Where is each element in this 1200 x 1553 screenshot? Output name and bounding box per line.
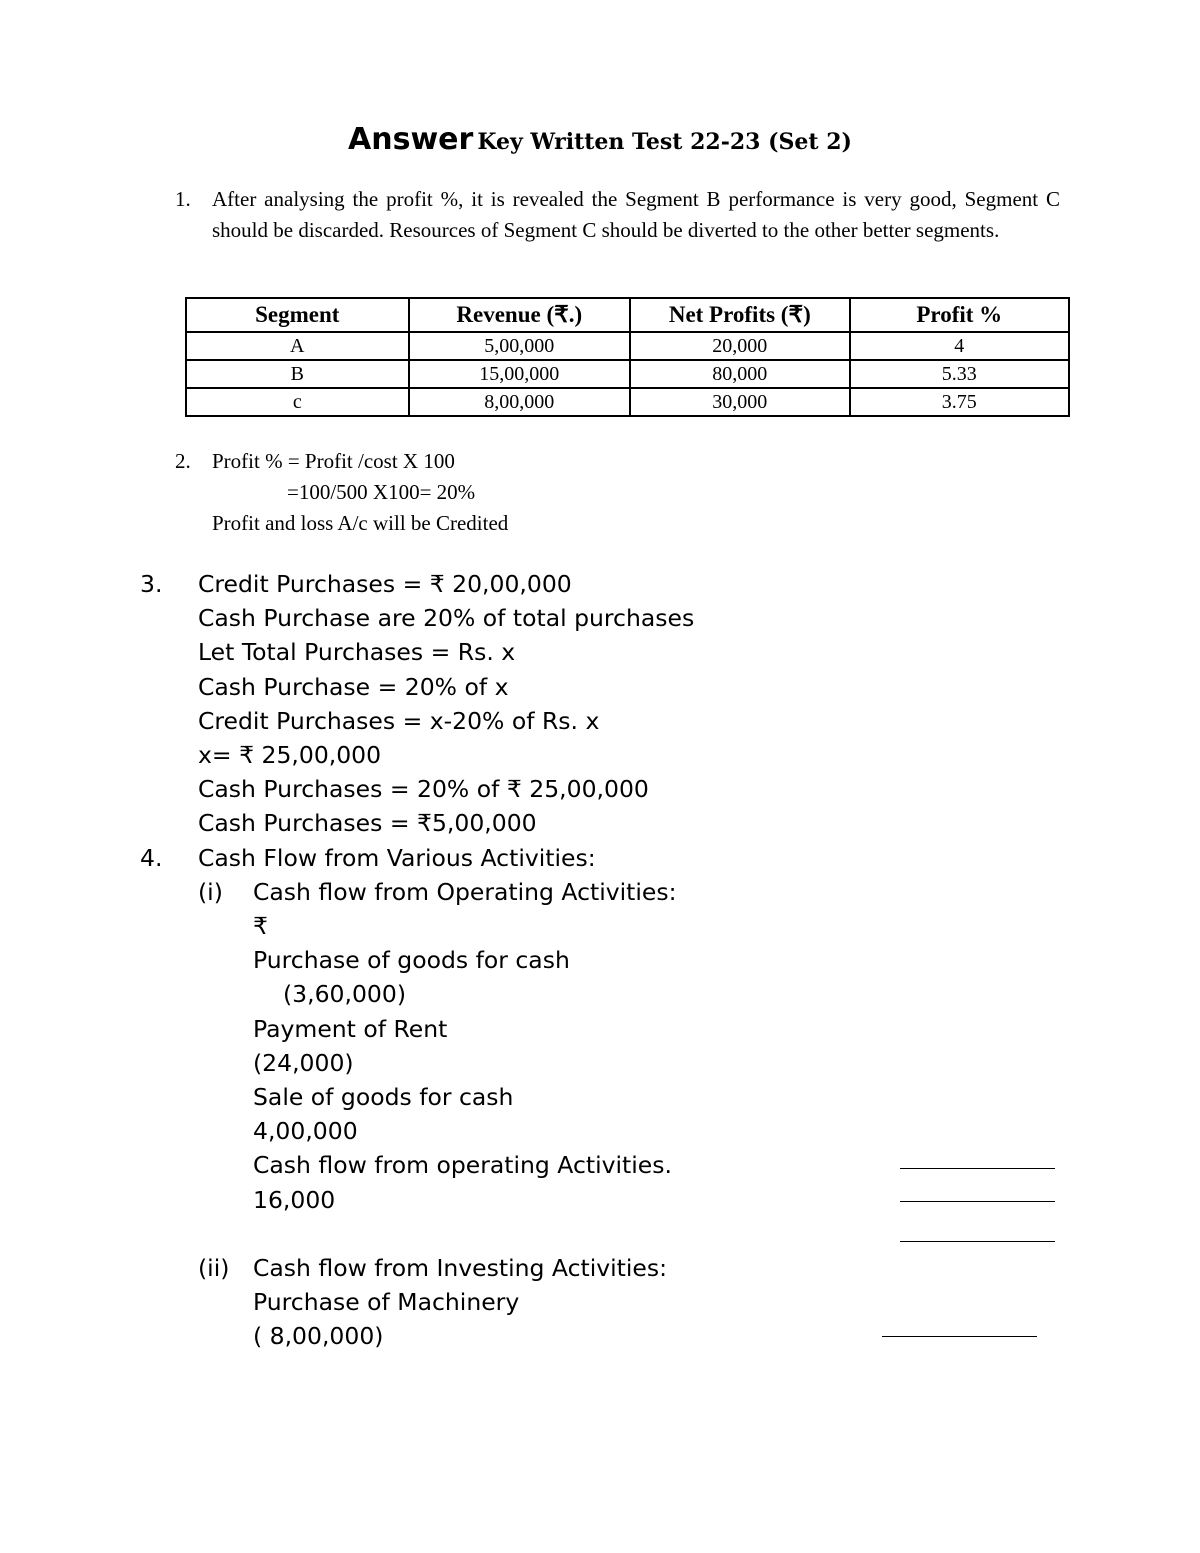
table-cell: 8,00,000 [409,388,631,416]
document-title [0,122,1200,157]
investing-item-value: ( 8,00,000) [253,1322,384,1351]
question-4 [140,841,694,1354]
table-cell: A [186,332,409,360]
question-3-line: Cash Purchases = ₹5,00,000 [198,809,537,838]
investing-item-label: Purchase of Machinery [253,1288,520,1317]
question-2-line: Profit and loss A/c will be Credited [212,511,509,535]
question-3-line: x= ₹ 25,00,000 [198,741,382,770]
operating-item-label: Payment of Rent [253,1014,448,1043]
question-4-number: 4. [140,843,163,872]
section-ii-heading-row [198,1251,694,1285]
table-header-cell: Revenue (₹.) [409,298,631,332]
question-4-heading: Cash Flow from Various Activities: [198,843,596,872]
table-cell: 4 [850,332,1069,360]
table-row [186,388,1069,416]
operating-item-value: 4,00,000 [253,1117,358,1146]
table-cell: 5,00,000 [409,332,631,360]
question-2 [175,446,508,539]
question-3-line: Cash Purchases = 20% of ₹ 25,00,000 [198,775,649,804]
table-cell: 20,000 [630,332,849,360]
question-3-number: 3. [140,570,163,598]
question-2-line: Profit % = Profit /cost X 100 [212,449,455,473]
question-1-text: After analysing the profit %, it is revealed the Segment B performance is very good, Segment C should be discarded. Resources of Segment C should be diverted to the other better segments. [212,187,1060,242]
table-cell: 15,00,000 [409,360,631,388]
blank-line [253,1217,694,1251]
section-ii-label: (ii) [198,1254,230,1283]
question-1 [175,184,1060,246]
operating-total-value: 16,000 [253,1185,336,1214]
total-rule [900,1241,1055,1242]
question-3-line: Cash Purchase = 20% of x [198,672,509,701]
section-i-heading-row [198,875,694,909]
table-cell: 3.75 [850,388,1069,416]
question-1-number: 1. [175,187,191,211]
question-2-line: =100/500 X100= 20% [287,480,476,504]
total-rule [900,1201,1055,1202]
operating-item-value: (3,60,000) [283,980,406,1009]
question-3-line: Let Total Purchases = Rs. x [198,638,516,667]
table-cell: B [186,360,409,388]
operating-total-label: Cash flow from operating Activities. [253,1151,672,1180]
table-row [186,360,1069,388]
section-i-label: (i) [198,877,223,906]
rupee-symbol: ₹ [253,912,268,941]
total-rule [900,1168,1055,1169]
table-row [186,332,1069,360]
table-header-cell: Segment [186,298,409,332]
question-3-line: Credit Purchases = x-20% of Rs. x [198,706,600,735]
operating-item-label: Purchase of goods for cash [253,946,570,975]
table-cell: 30,000 [630,388,849,416]
title-rest: Key Written Test 22-23 (Set 2) [477,129,852,155]
table-header-cell: Net Profits (₹) [630,298,849,332]
table-cell: 80,000 [630,360,849,388]
question-2-number: 2. [175,449,191,473]
table-header-row [186,298,1069,332]
table-cell: c [186,388,409,416]
operating-item-value: (24,000) [253,1048,354,1077]
total-rule [882,1336,1037,1337]
section-ii-heading: Cash flow from Investing Activities: [253,1254,668,1283]
question-3-line: Cash Purchase are 20% of total purchases [198,604,695,633]
question-3-4-block [140,567,694,1354]
segment-table [185,297,1070,417]
title-answer: Answer [348,122,474,157]
table-cell: 5.33 [850,360,1069,388]
question-3-line: Credit Purchases = ₹ 20,00,000 [198,570,572,598]
section-i-heading: Cash flow from Operating Activities: [253,877,677,906]
table-header-cell: Profit % [850,298,1069,332]
operating-item-label: Sale of goods for cash [253,1083,514,1112]
